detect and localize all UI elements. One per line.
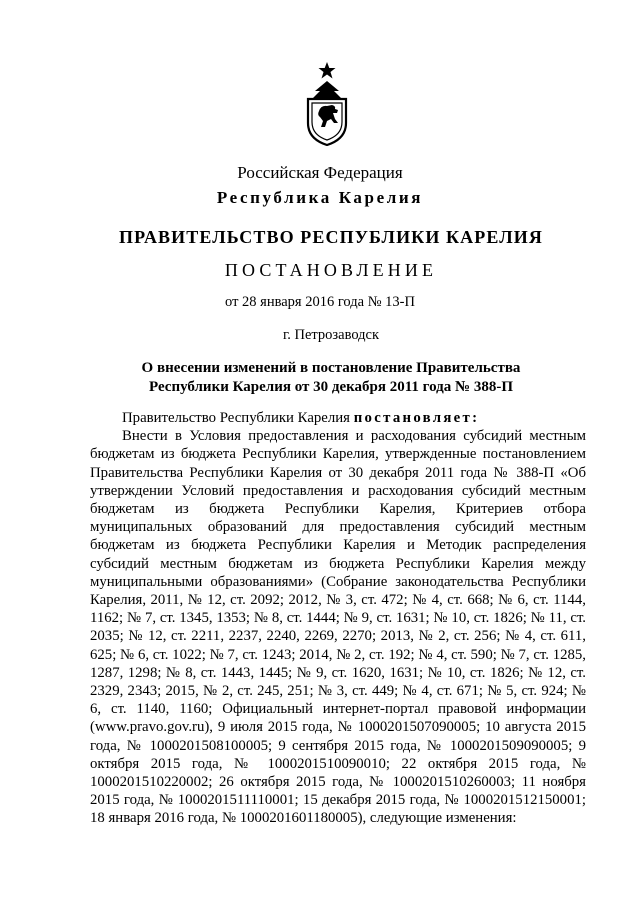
intro-paragraph: [90, 409, 586, 427]
document-title: [0, 359, 640, 397]
main-paragraph: Внести в Условия предоставления и расходования субсидий местным бюджетам из бюджета Республики Карелия, утвержденные постановлением Правительства Республики Карелия от 30 декабря 2011 года № 388-П «Об утверждении Условий предоставления и расходования субсидий местным бюджетам из бюджета Республики Карелия, Критериев отбора муниципальных образований для предоставления субсидий местным бюджетам из бюджета Республики Карелия и Методик распределения субсидий местным бюджетам из бюджета Республики Карелия между муниципальными образованиями» (Собрание законодательства Республики Карелия, 2011, № 12, ст. 2092; 2012, № 3, ст. 472; № 4, ст. 668; № 6, ст. 1144, 1162; № 7, ст. 1345, 1353; № 8, ст. 1444; № 9, ст. 1631; № 10, ст. 1826; № 11, ст. 2035; № 12, ст. 2211, 2237, 2240, 2269, 2270; 2013, № 2, ст. 256; № 4, ст. 611, 625; № 6, ст. 1022; № 7, ст. 1243; 2014, № 2, ст. 192; № 4, ст. 590; № 7, ст. 1285, 1287, 1298; № 8, ст. 1443, 1445; № 9, ст. 1620, 1631; № 10, ст. 1826; № 12, ст. 2329, 2343; 2015, № 2, ст. 245, 251; № 3, ст. 449; № 4, ст. 671; № 5, ст. 924; № 6, ст. 1140, 1160; Официальный интернет-портал правовой информации (www.pravo.gov.ru), 9 июля 2015 года, № 1000201507090005; 10 августа 2015 года, № 1000201508100005; 9 сентября 2015 года, № 1000201509090005; 9 октября 2015 года, № 1000201510090010; 22 октября 2015 года, № 1000201510220002; 26 октября 2015 года, № 1000201510260003; 11 ноября 2015 года, № 1000201511110001; 15 декабря 2015 года, № 1000201512150001; 18 января 2016 года, № 1000201601180005), следующие изменения:: [90, 428, 586, 827]
republic-name: Республика Карелия: [216, 188, 424, 207]
document-date-number: от 28 января 2016 года № 13-П: [225, 294, 415, 310]
document-city: г. Петрозаводск: [282, 327, 380, 343]
document-body: [90, 409, 586, 828]
document-title-line-1: О внесении изменений в постановление Правительства: [141, 360, 521, 376]
intro-verb: постановляет:: [353, 410, 480, 426]
document-title-line-2: Республики Карелия от 30 декабря 2011 года № 388-П: [148, 379, 514, 395]
country-name: Российская Федерация: [237, 163, 403, 182]
document-type: ПОСТАНОВЛЕНИЕ: [224, 260, 438, 280]
karelia-coat-of-arms-icon: [302, 61, 352, 146]
intro-prefix: Правительство Республики Карелия: [122, 410, 354, 426]
government-name: ПРАВИТЕЛЬСТВО РЕСПУБЛИКИ КАРЕЛИЯ: [119, 227, 543, 247]
